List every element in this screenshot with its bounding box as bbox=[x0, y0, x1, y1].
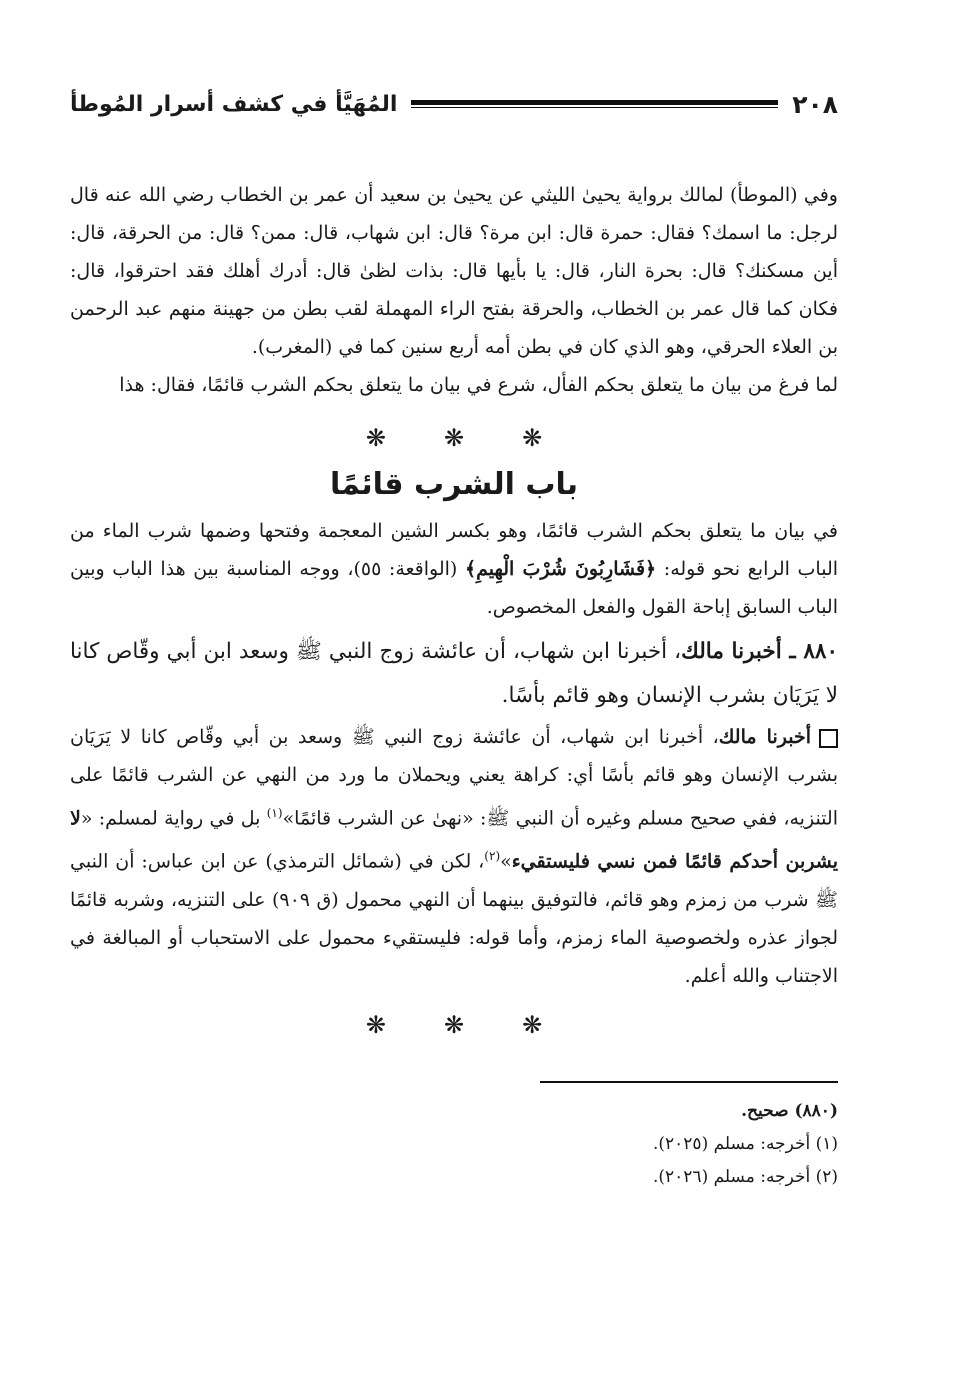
hadith-text: ، أخبرنا ابن شهاب، أن عائشة زوج النبي ﷺ وسعد ابن أبي وقّاص كانا لا يَرَيَان بشرب الإنسان وهو قائم بأسًا. bbox=[70, 639, 838, 708]
footnote-1: (١) أخرجه: مسلم (٢٠٢٥). bbox=[652, 1133, 838, 1154]
commentary-text: » bbox=[500, 850, 512, 873]
chapter-intro-text-end: (الواقعة: ٥٥)، ووجه المناسبة بين هذا الباب وبين الباب السابق إباحة القول والفعل المخصوص. bbox=[70, 558, 838, 618]
chapter-title: باب الشرب قائمًا bbox=[330, 467, 578, 502]
star-ornament: ❋ bbox=[443, 424, 465, 452]
separator-bottom bbox=[70, 1005, 838, 1045]
commentary-text: بل في رواية لمسلم: « bbox=[80, 807, 267, 830]
star-ornament: ❋ bbox=[522, 1010, 543, 1039]
footnote-divider bbox=[540, 1081, 838, 1083]
transition-paragraph: لما فرغ من بيان ما يتعلق بحكم الفأل، شرع في بيان ما يتعلق بحكم الشرب قائمًا، فقال: هذا bbox=[119, 374, 838, 396]
book-title: المُهَيَّأ في كشف أسرار المُوطأ bbox=[70, 91, 398, 117]
book-page bbox=[70, 88, 838, 1194]
running-header bbox=[70, 88, 838, 120]
footnote-grade: (٨٨٠) صحيح. bbox=[741, 1100, 838, 1121]
footnotes bbox=[70, 1095, 838, 1194]
commentary bbox=[70, 718, 838, 995]
star-ornament: ❋ bbox=[522, 424, 543, 452]
commentary-text: ، لكن في (شمائل الترمذي) عن ابن عباس: أن النبي ﷺ شرب من زمزم وهو قائم، فالتوفيق بينهما أن النهي محمول (ق ٩٠٩) على التنزيه، وشربه قائمًا لجواز عذره ولخصوصية الماء زمزم، وأما قوله: فليستقيء محمول على الاستحباب أو المبالغة في الاجتناب والله أعلم. bbox=[70, 850, 838, 987]
intro-paragraph: وفي (الموطأ) لمالك برواية يحيىٰ الليثي عن يحيىٰ بن سعيد أن عمر بن الخطاب رضي الله عنه قال لرجل: ما اسمك؟ فقال: حمرة قال: ابن مرة؟ قال: ابن شهاب، قال: ممن؟ قال: من الحرقة، قال: أين مسكنك؟ قال: بحرة النار، قال: يا بأيها قال: بذات لظىٰ قال: أدرك أهلك فقد احترقوا، قال: فكان كما قال عمر بن الخطاب، والحرقة بفتح الراء المهملة لقب بطن من جهينة منهم عبد الرحمن بن العلاء الحرقي، وهو الذي كان في بطن أمه أربع سنين كما في (المغرب). bbox=[70, 184, 838, 358]
star-ornament: ❋ bbox=[443, 1010, 465, 1039]
square-marker-icon bbox=[819, 729, 838, 748]
commentary-text: ، أخبرنا ابن شهاب، أن عائشة زوج النبي ﷺ وسعد بن أبي وقّاص كانا لا يَرَيَان بشرب الإنسان وهو قائم بأسًا أي: كراهة يعني ويحملان ما ورد من النهي عن الشرب قائمًا على التنزيه، ففي صحيح مسلم وغيره أن النبي ﷺ: «نهىٰ عن الشرب قائمًا» bbox=[70, 726, 838, 830]
page-number: ٢٠٨ bbox=[792, 89, 838, 119]
footnote-divider-wrap bbox=[70, 1045, 838, 1095]
footnote-ref-1[interactable]: (١) bbox=[266, 806, 283, 820]
footnote-2: (٢) أخرجه: مسلم (٢٠٢٦). bbox=[652, 1166, 838, 1187]
hadith-880 bbox=[70, 630, 838, 718]
hadith-number-label: ٨٨٠ ـ أخبرنا مالك bbox=[681, 639, 838, 664]
footnote-ref-2[interactable]: (٢) bbox=[484, 849, 501, 864]
header-rule bbox=[411, 100, 778, 108]
star-ornament: ❋ bbox=[365, 424, 386, 452]
bold-hadith-quote: لا يشربن أحدكم قائمًا فمن نسي فليستقيء bbox=[70, 807, 838, 873]
chapter-intro-text: في بيان ما يتعلق بحكم الشرب قائمًا، وهو بكسر الشين المعجمة وفتحها وضمها شرب الماء من الباب الرابع نحو قوله: bbox=[70, 520, 839, 580]
star-ornament: ❋ bbox=[365, 1010, 386, 1039]
commentary-lead: أخبرنا مالك bbox=[718, 726, 811, 748]
quran-quote: ﴿فَشَارِبُونَ شُرْبَ الْهِيمِ﴾ bbox=[464, 558, 657, 580]
separator-top bbox=[70, 418, 838, 458]
chapter-intro bbox=[70, 512, 838, 626]
